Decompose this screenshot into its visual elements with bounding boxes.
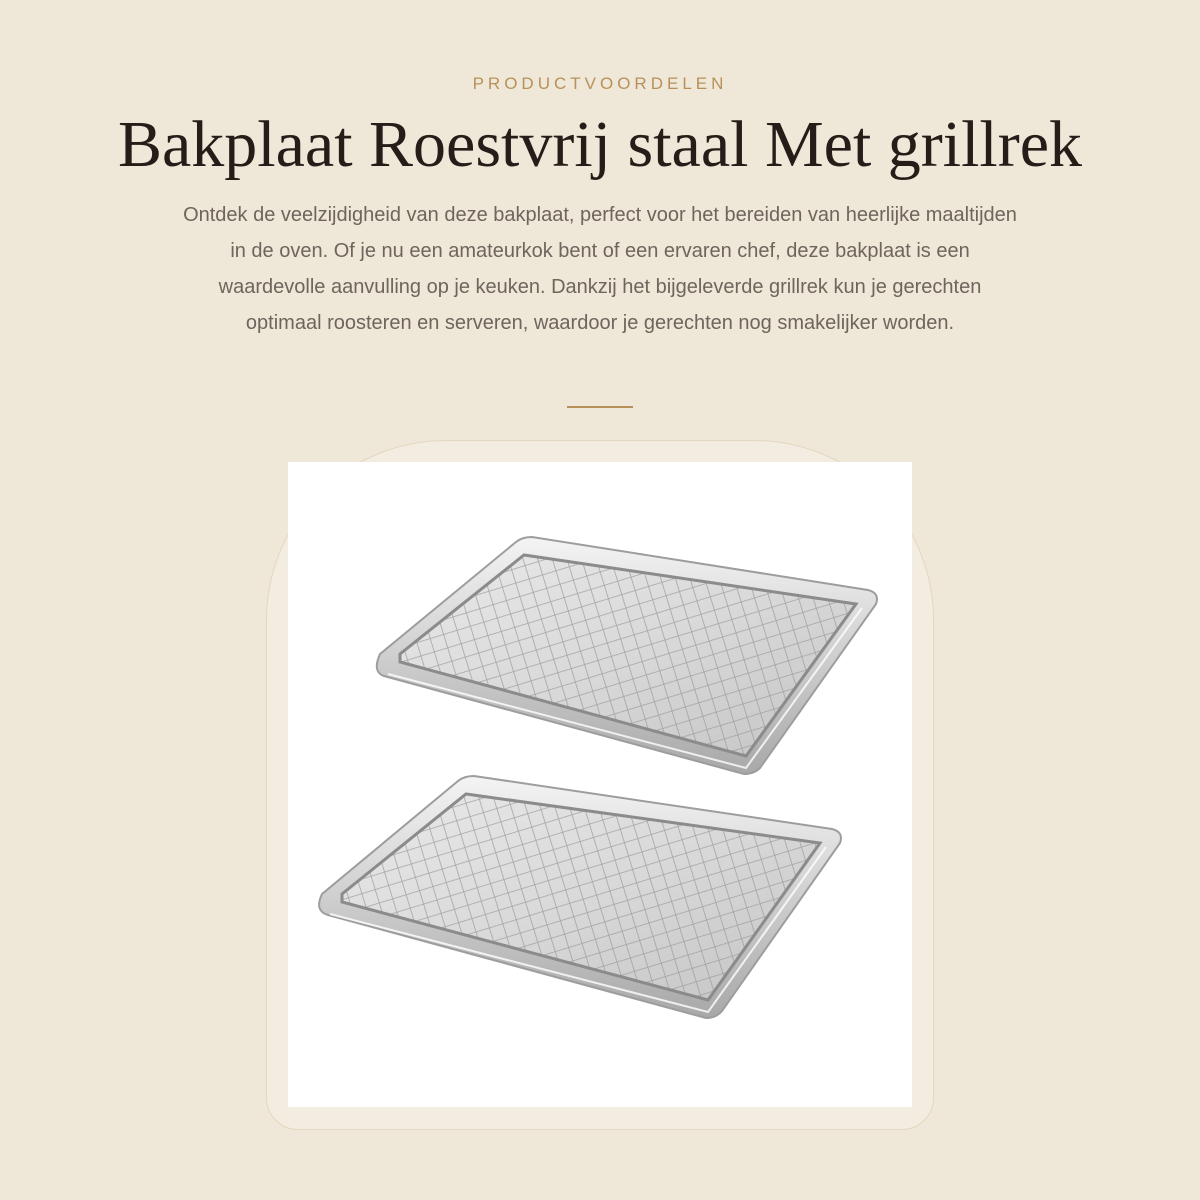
- section-title: Bakplaat Roestvrij staal Met grillrek: [117, 108, 1083, 181]
- section-description: Ontdek de veelzijdigheid van deze bakplaat, perfect voor het bereiden van heerlijke maaltijden in de oven. Of je nu een amateurkok bent of een ervaren chef, deze bakplaat is een waardevolle aanvulling op je keuken. Dankzij het bijgeleverde grillrek kun je gerechten optimaal roosteren en serveren, waardoor je gerechten nog smakelijker worden.: [183, 204, 1017, 334]
- product-image: [288, 462, 912, 1107]
- baking-trays-illustration: [288, 462, 912, 1107]
- gold-divider: [567, 406, 633, 408]
- tray-top: [377, 537, 877, 774]
- section-eyebrow: PRODUCTVOORDELEN: [472, 74, 728, 93]
- tray-bottom: [319, 776, 841, 1018]
